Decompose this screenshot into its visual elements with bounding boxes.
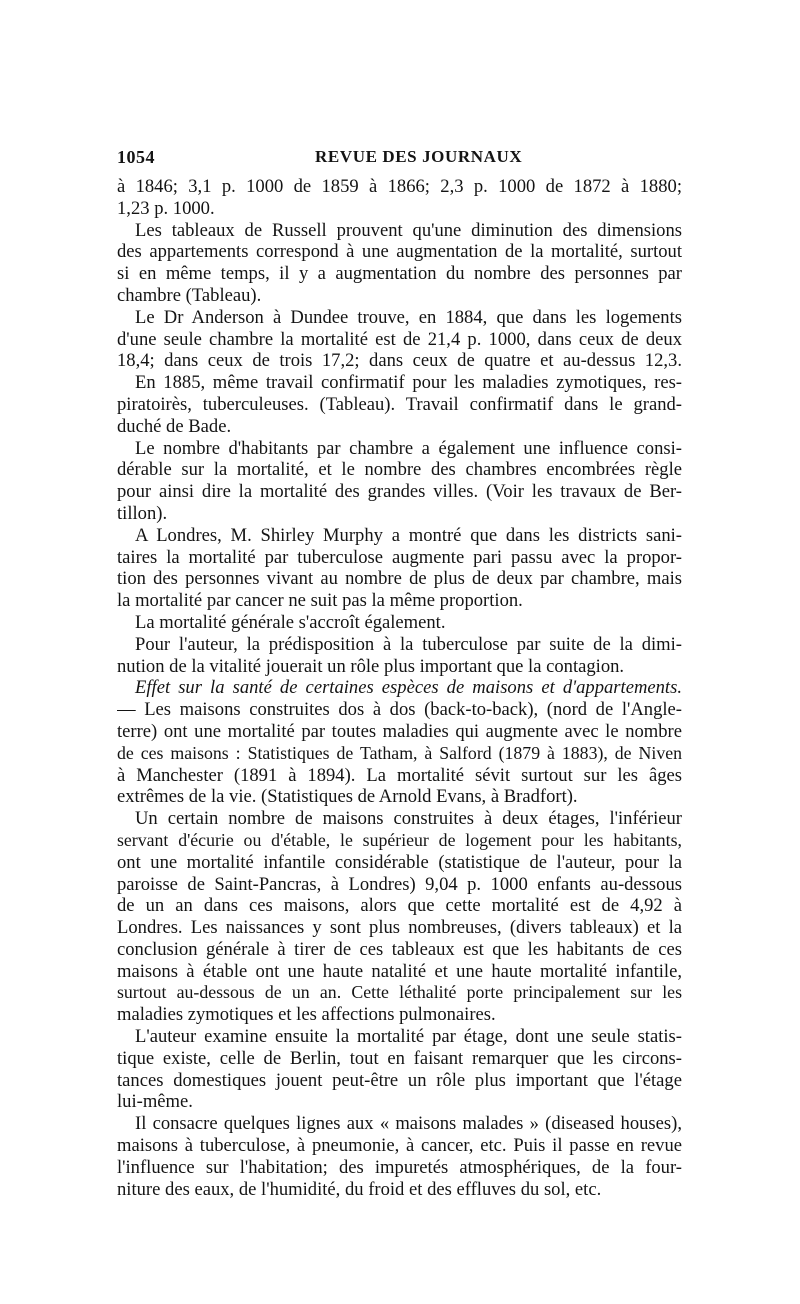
text-line: En 1885, même travail confirmatif pour les maladies zymotiques, res- xyxy=(135,372,682,394)
text-line: Un certain nombre de maisons construites à deux étages, l'inférieur xyxy=(135,808,682,830)
text-line: dérable sur la mortalité, et le nombre des chambres encombrées règle xyxy=(117,459,682,481)
text-line: Le Dr Anderson à Dundee trouve, en 1884, que dans les logements xyxy=(135,306,682,328)
text-line: à 1846; 3,1 p. 1000 de 1859 à 1866; 2,3 p. 1000 de 1872 à 1880; xyxy=(117,176,682,197)
text-line: taires la mortalité par tuberculose augmente pari passu avec la propor- xyxy=(117,546,682,568)
text-line: Les tableaux de Russell prouvent qu'une diminution des dimensions xyxy=(135,219,682,241)
section-heading: Effet sur la santé de certaines espèces de maisons et d'appartements. xyxy=(135,677,682,699)
page-number: 1054 xyxy=(117,147,155,167)
text-line: L'auteur examine ensuite la mortalité par étage, dont une seule statis- xyxy=(135,1026,682,1048)
text-line: maladies zymotiques et les affections pulmonaires. xyxy=(117,1004,496,1026)
text-line: si en même temps, il y a augmentation du nombre des personnes par xyxy=(117,263,682,285)
text-line: niture des eaux, de l'humidité, du froid et des effluves du sol, etc. xyxy=(117,1178,602,1200)
text-line: maisons à tuberculose, à pneumonie, à cancer, etc. Puis il passe en revue xyxy=(117,1135,682,1157)
text-line: tique existe, celle de Berlin, tout en faisant remarquer que les circons- xyxy=(117,1047,682,1069)
text-line: à Manchester (1891 à 1894). La mortalité sévit surtout sur les âges xyxy=(117,764,682,786)
text-line: servant d'écurie ou d'étable, le supérieur de logement pour les habitants, xyxy=(117,829,682,850)
body-text xyxy=(117,176,682,1200)
text-line: paroisse de Saint-Pancras, à Londres) 9,04 p. 1000 enfants au-dessous xyxy=(117,873,682,895)
text-line: des appartements correspond à une augmentation de la mortalité, surtout xyxy=(117,241,682,263)
text-line: piratoirès, tuberculeuses. (Tableau). Travail confirmatif dans le grand- xyxy=(117,393,682,415)
text-line: ont une mortalité infantile considérable (statistique de l'auteur, pour la xyxy=(117,851,682,873)
journal-title: REVUE DES JOURNAUX xyxy=(315,147,523,166)
text-line: terre) ont une mortalité par toutes maladies qui augmente avec le nombre xyxy=(117,720,682,742)
text-line: chambre (Tableau). xyxy=(117,284,262,306)
text-line: Londres. Les naissances y sont plus nombreuses, (divers tableaux) et la xyxy=(117,917,682,939)
text-line: maisons à étable ont une haute natalité et une haute mortalité infantile, xyxy=(117,960,682,982)
text-line: pour ainsi dire la mortalité des grandes villes. (Voir les travaux de Ber- xyxy=(117,481,682,503)
text-line: d'une seule chambre la mortalité est de 21,4 p. 1000, dans ceux de deux xyxy=(117,328,682,350)
text-line: l'influence sur l'habitation; des impuretés atmosphériques, de la four- xyxy=(117,1156,682,1178)
text-line: A Londres, M. Shirley Murphy a montré que dans les districts sani- xyxy=(135,524,682,546)
text-line: surtout au-dessous de un an. Cette léthalité porte principalement sur les xyxy=(117,982,682,1003)
running-head xyxy=(117,147,682,171)
text-line: duché de Bade. xyxy=(117,415,232,437)
text-line: Il consacre quelques lignes aux « maisons malades » (diseased houses), xyxy=(135,1113,682,1135)
text-line: 1,23 p. 1000. xyxy=(117,197,215,219)
text-line: la mortalité par cancer ne suit pas la même proportion. xyxy=(117,590,523,612)
text-line: de ces maisons : Statistiques de Tatham, à Salford (1879 à 1883), de Niven xyxy=(117,742,682,763)
text-line: 18,4; dans ceux de trois 17,2; dans ceux de quatre et au-dessus 12,3. xyxy=(117,350,682,372)
text-line: tion des personnes vivant au nombre de plus de deux par chambre, mais xyxy=(117,568,682,590)
text-line: Pour l'auteur, la prédisposition à la tuberculose par suite de la dimi- xyxy=(135,633,682,655)
text-line: de un an dans ces maisons, alors que cette mortalité est de 4,92 à xyxy=(117,895,682,917)
text-line: La mortalité générale s'accroît également. xyxy=(135,611,446,633)
text-line: extrêmes de la vie. (Statistiques de Arnold Evans, à Bradfort). xyxy=(117,786,578,808)
text-line: conclusion générale à tirer de ces tableaux est que les habitants de ces xyxy=(117,938,682,960)
text-line: — Les maisons construites dos à dos (back-to-back), (nord de l'Angle- xyxy=(117,699,682,721)
text-line: Le nombre d'habitants par chambre a également une influence consi- xyxy=(135,437,682,459)
text-line: lui-même. xyxy=(117,1091,193,1113)
text-line: nution de la vitalité jouerait un rôle plus important que la contagion. xyxy=(117,655,625,677)
text-line: tillon). xyxy=(117,502,168,524)
text-line: tances domestiques jouent peut-être un rôle plus important que l'étage xyxy=(117,1069,682,1091)
